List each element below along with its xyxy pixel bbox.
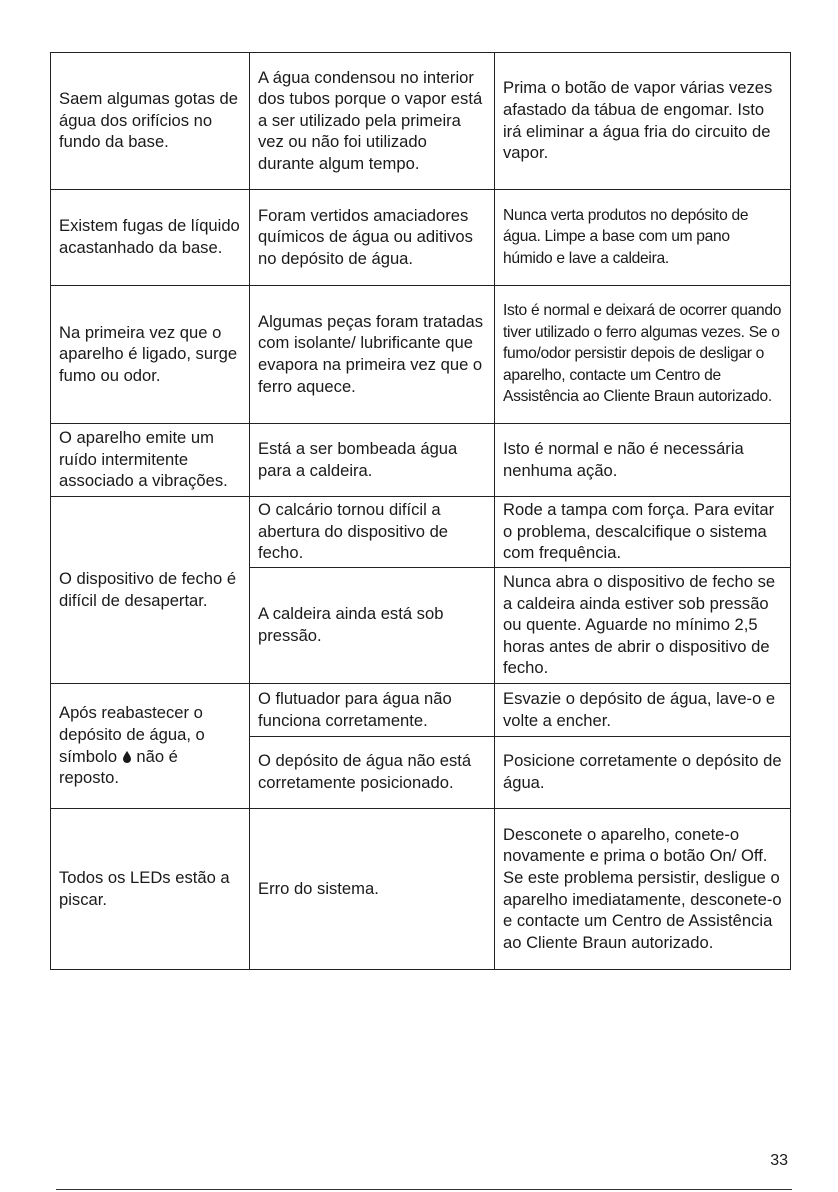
table-row <box>51 424 791 497</box>
problem-cell <box>51 684 250 809</box>
problem-cell: Saem algumas gotas de água dos orifícios no fundo da base. <box>51 53 250 190</box>
table-row <box>51 809 791 970</box>
cause-cell: Algumas peças foram tratadas com isolante/ lubrificante que evapora na primeira vez que o ferro aquece. <box>250 286 495 424</box>
remedy-cell: Posicione corretamente o depósito de água. <box>495 737 791 809</box>
remedy-cell: Desconete o aparelho, conete-o novamente e prima o botão On/ Off. Se este problema persistir, desligue o aparelho imediatamente, desconete-o e contacte um Centro de Assistência ao Cliente Braun autorizado. <box>495 809 791 970</box>
remedy-cell: Rode a tampa com força. Para evitar o problema, descalcifique o sistema com frequência. <box>495 497 791 568</box>
problem-text-end: não é reposto. <box>59 746 178 788</box>
table-row <box>51 190 791 286</box>
remedy-cell: Prima o botão de vapor várias vezes afastado da tábua de engomar. Isto irá eliminar a água fria do circuito de vapor. <box>495 53 791 190</box>
table-row <box>51 497 791 568</box>
remedy-cell: Isto é normal e deixará de ocorrer quando tiver utilizado o ferro algumas vezes. Se o fumo/odor persistir depois de desligar o aparelho, contacte um Centro de Assistência ao Cliente Braun autorizado. <box>495 286 791 424</box>
cause-cell: Erro do sistema. <box>250 809 495 970</box>
remedy-cell: Esvazie o depósito de água, lave-o e volte a encher. <box>495 684 791 737</box>
cause-cell: Foram vertidos amaciadores químicos de água ou aditivos no depósito de água. <box>250 190 495 286</box>
cause-cell: O flutuador para água não funciona corretamente. <box>250 684 495 737</box>
problem-cell: Na primeira vez que o aparelho é ligado, surge fumo ou odor. <box>51 286 250 424</box>
problem-cell: Todos os LEDs estão a piscar. <box>51 809 250 970</box>
troubleshooting-table <box>50 52 791 970</box>
water-drop-icon <box>123 751 131 763</box>
remedy-cell: Nunca verta produtos no depósito de água. Limpe a base com um pano húmido e lave a caldeira. <box>495 190 791 286</box>
cause-cell: A caldeira ainda está sob pressão. <box>250 568 495 684</box>
problem-cell: O dispositivo de fecho é difícil de desapertar. <box>51 497 250 684</box>
cause-cell: A água condensou no interior dos tubos porque o vapor está a ser utilizado pela primeira vez ou não foi utilizado durante algum tempo. <box>250 53 495 190</box>
problem-cell: O aparelho emite um ruído intermitente associado a vibrações. <box>51 424 250 497</box>
problem-cell: Existem fugas de líquido acastanhado da base. <box>51 190 250 286</box>
table-row <box>51 53 791 190</box>
remedy-cell: Nunca abra o dispositivo de fecho se a caldeira ainda estiver sob pressão ou quente. Aguarde no mínimo 2,5 horas antes de abrir o dispositivo de fecho. <box>495 568 791 684</box>
page-number: 33 <box>770 1152 788 1169</box>
cause-cell: Está a ser bombeada água para a caldeira. <box>250 424 495 497</box>
table-row <box>51 286 791 424</box>
cause-cell: O calcário tornou difícil a abertura do dispositivo de fecho. <box>250 497 495 568</box>
table-row <box>51 684 791 737</box>
remedy-cell: Isto é normal e não é necessária nenhuma ação. <box>495 424 791 497</box>
problem-text-start: Após reabastecer o depósito de água, o símbolo <box>59 703 205 766</box>
footer-divider <box>56 1189 792 1190</box>
cause-cell: O depósito de água não está corretamente posicionado. <box>250 737 495 809</box>
